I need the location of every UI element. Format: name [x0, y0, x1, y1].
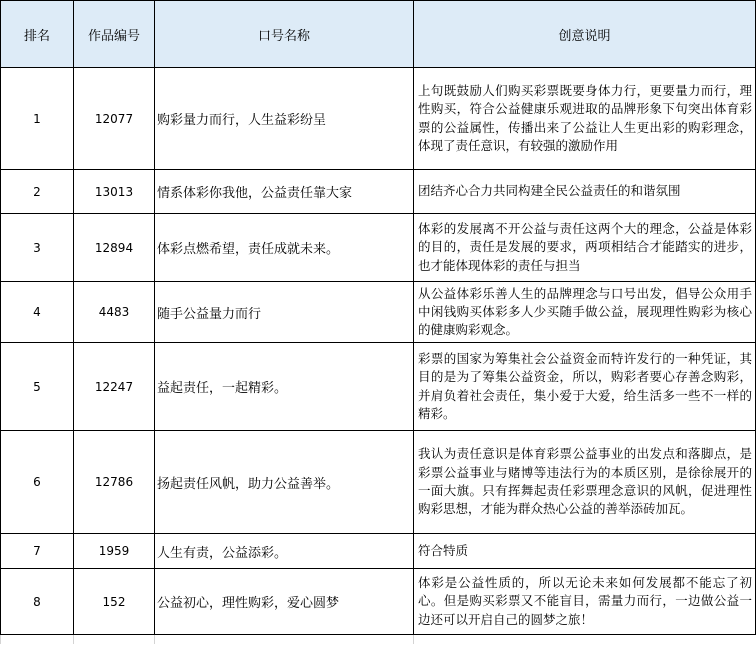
entry-id-cell: 12894 [74, 214, 155, 282]
header-entry-id: 作品编号 [74, 1, 155, 68]
rank-cell: 3 [1, 214, 74, 282]
entry-id-cell: 4483 [74, 282, 155, 343]
slogan-cell: 益起责任，一起精彩。 [155, 343, 414, 431]
slogan-cell: 扬起责任风帆，助力公益善举。 [155, 431, 414, 534]
entry-id-cell: 13013 [74, 170, 155, 214]
rank-cell: 6 [1, 431, 74, 534]
empty-cell [155, 635, 414, 645]
rank-cell: 8 [1, 569, 74, 635]
empty-grid-row [1, 635, 756, 645]
rank-cell: 4 [1, 282, 74, 343]
rank-cell: 5 [1, 343, 74, 431]
rank-cell: 1 [1, 68, 74, 170]
description-cell: 团结齐心合力共同构建全民公益责任的和谐氛围 [414, 170, 756, 214]
slogan-cell: 情系体彩你我他，公益责任靠大家 [155, 170, 414, 214]
empty-cell [414, 635, 756, 645]
entry-id-cell: 12786 [74, 431, 155, 534]
entry-id-cell: 152 [74, 569, 155, 635]
entry-id-cell: 1959 [74, 534, 155, 569]
description-cell: 彩票的国家为筹集社会公益资金而特许发行的一种凭证，其目的是为了筹集公益资金，所以，购彩者要心存善念购彩，并肩负着社会责任，集小爱于大爱，给生活多一些不一样的精彩。 [414, 343, 756, 431]
table-row [1, 68, 756, 170]
description-cell: 体彩是公益性质的，所以无论未来如何发展都不能忘了初心。但是购买彩票又不能盲目，需量力而行，一边做公益一边还可以开启自己的圆梦之旅！ [414, 569, 756, 635]
table-row [1, 282, 756, 343]
entry-id-cell: 12247 [74, 343, 155, 431]
entry-id-cell: 12077 [74, 68, 155, 170]
header-row [1, 1, 756, 68]
header-slogan: 口号名称 [155, 1, 414, 68]
table-row [1, 214, 756, 282]
table-row [1, 343, 756, 431]
slogan-cell: 购彩量力而行，人生益彩纷呈 [155, 68, 414, 170]
description-cell: 从公益体彩乐善人生的品牌理念与口号出发，倡导公众用手中闲钱购买体彩多人少买随手做公益，展现理性购彩为核心的健康购彩观念。 [414, 282, 756, 343]
empty-cell [1, 635, 74, 645]
header-rank: 排名 [1, 1, 74, 68]
description-cell: 上句既鼓励人们购买彩票既要身体力行，更要量力而行，理性购买，符合公益健康乐观进取的品牌形象下句突出体育彩票的公益属性，传播出来了公益让人生更出彩的购彩理念，体现了责任意识，有较强的激励作用 [414, 68, 756, 170]
slogan-cell: 随手公益量力而行 [155, 282, 414, 343]
empty-cell [74, 635, 155, 645]
slogan-cell: 人生有责，公益添彩。 [155, 534, 414, 569]
rank-cell: 7 [1, 534, 74, 569]
slogan-cell: 公益初心，理性购彩，爱心圆梦 [155, 569, 414, 635]
slogan-cell: 体彩点燃希望，责任成就未来。 [155, 214, 414, 282]
table-row [1, 534, 756, 569]
table-row [1, 170, 756, 214]
description-cell: 我认为责任意识是体育彩票公益事业的出发点和落脚点，是彩票公益事业与赌博等违法行为的本质区别，是徐徐展开的一面大旗。只有挥舞起责任彩票理念意识的风帆，促进理性购彩思想，才能为群众热心公益的善举添砖加瓦。 [414, 431, 756, 534]
header-description: 创意说明 [414, 1, 756, 68]
table-row [1, 569, 756, 635]
description-cell: 符合特质 [414, 534, 756, 569]
description-cell: 体彩的发展离不开公益与责任这两个大的理念，公益是体彩的目的，责任是发展的要求，两项相结合才能踏实的进步，也才能体现体彩的责任与担当 [414, 214, 756, 282]
rank-cell: 2 [1, 170, 74, 214]
table-row [1, 431, 756, 534]
